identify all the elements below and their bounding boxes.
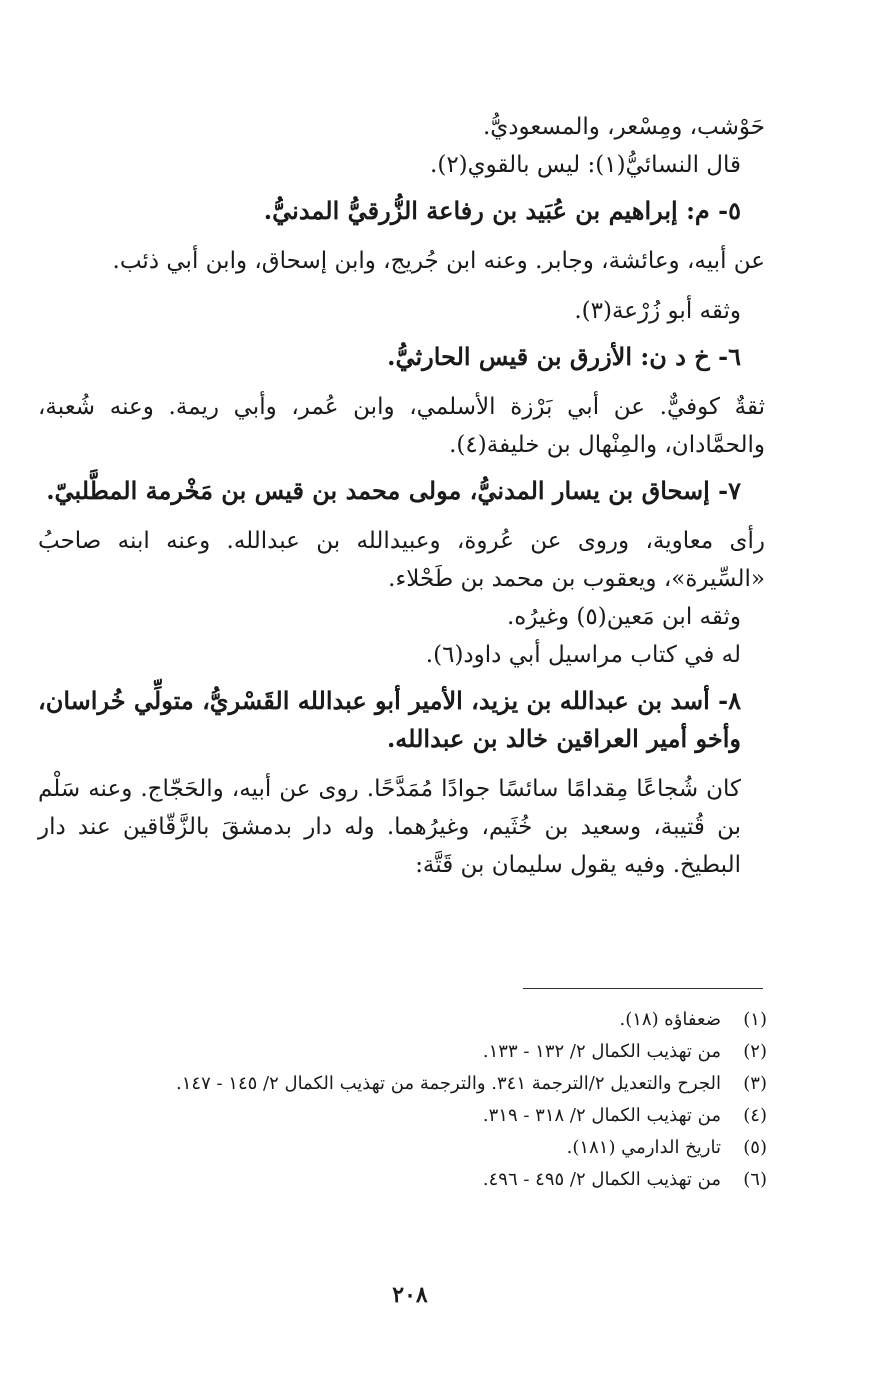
- entry-title: أسد بن عبدالله بن يزيد، الأمير أبو عبدالله القَسْريُّ، متولِّي خُراسان، وأخو أمير العراقين خالد بن عبدالله.: [38, 686, 741, 753]
- footnotes: [70, 1004, 767, 1196]
- footnote-number: (٣): [743, 1073, 767, 1094]
- entry-heading-6: [38, 338, 765, 376]
- paragraph: عن أبيه، وعائشة، وجابر. وعنه ابن جُريج، وابن إسحاق، وابن أبي ذئب.: [112, 248, 765, 274]
- paragraph: وثقه أبو زُرْعة(٣).: [574, 298, 741, 324]
- footnote-number: (٦): [743, 1169, 767, 1190]
- entry-title: إسحاق بن يسار المدنيُّ، مولى محمد بن قيس بن مَخْرمة المطَّلبيّ.: [46, 476, 710, 505]
- entry-heading-8: [38, 682, 765, 758]
- footnote: [70, 1164, 767, 1196]
- footnote-text: من تهذيب الكمال ٢/ ٣١٨ - ٣١٩.: [482, 1105, 721, 1126]
- footnote-text: تاريخ الدارمي (١٨١).: [566, 1137, 721, 1158]
- footnote-text: من تهذيب الكمال ٢/ ٤٩٥ - ٤٩٦.: [482, 1169, 721, 1190]
- entry-title: إبراهيم بن عُبَيد بن رفاعة الزُّرقيُّ المدنيُّ.: [263, 196, 678, 225]
- footnote-text: من تهذيب الكمال ٢/ ١٣٢ - ١٣٣.: [482, 1041, 721, 1062]
- footnote-number: (٤): [743, 1105, 767, 1126]
- entry-heading-5: [38, 192, 765, 230]
- footnote-number: (٥): [743, 1137, 767, 1158]
- footnote-number: (١): [743, 1009, 767, 1030]
- paragraph: رأى معاوية، وروى عن عُروة، وعبيدالله بن عبدالله. وعنه ابنه صاحبُ «السِّيرة»، ويعقوب بن محمد بن طَحْلاء.: [38, 528, 765, 592]
- entry-title: الأزرق بن قيس الحارثيُّ.: [387, 342, 633, 371]
- footnote-text: ضعفاؤه (١٨).: [619, 1009, 721, 1030]
- page-number: ٢٠٨: [392, 1282, 428, 1308]
- entry-heading-7: [38, 472, 765, 510]
- footnote: [70, 1004, 767, 1036]
- entry-number: ٨-: [718, 686, 741, 715]
- footnote: [70, 1132, 767, 1164]
- entry-number: ٧-: [718, 476, 741, 505]
- main-text: [38, 108, 765, 884]
- footnote: [70, 1036, 767, 1068]
- entry-number: ٦- خ د ن:: [640, 342, 741, 371]
- paragraph: كان شُجاعًا مِقدامًا سائسًا جوادًا مُمَدَّحًا. روى عن أبيه، والحَجّاج. وعنه سَلْم بن قُتيبة، وسعيد بن خُثَيم، وغيرُهما. وله دار بدمشقَ بالزَّقّاقين عند دار البطيخ. وفيه يقول سليمان بن قَتَّة:: [38, 776, 741, 878]
- paragraph: قال النسائيُّ(١): ليس بالقوي(٢).: [430, 152, 741, 178]
- paragraph: وثقه ابن مَعين(٥) وغيرُه.: [506, 604, 741, 630]
- paragraph: حَوْشب، ومِسْعر، والمسعوديُّ.: [482, 114, 765, 140]
- footnote-number: (٢): [743, 1041, 767, 1062]
- footnote-text: الجرح والتعديل ٢/الترجمة ٣٤١. والترجمة من تهذيب الكمال ٢/ ١٤٥ - ١٤٧.: [176, 1073, 721, 1094]
- footnote: [70, 1068, 767, 1100]
- paragraph: له في كتاب مراسيل أبي داود(٦).: [425, 642, 741, 668]
- entry-number: ٥- م:: [686, 196, 741, 225]
- paragraph: ثقةٌ كوفيٌّ. عن أبي بَرْزة الأسلمي، وابن عُمر، وأبي ريمة. وعنه شُعبة، والحمَّادان، والمِنْهال بن خليفة(٤).: [38, 394, 765, 458]
- footnote: [70, 1100, 767, 1132]
- footnote-separator: [523, 988, 763, 989]
